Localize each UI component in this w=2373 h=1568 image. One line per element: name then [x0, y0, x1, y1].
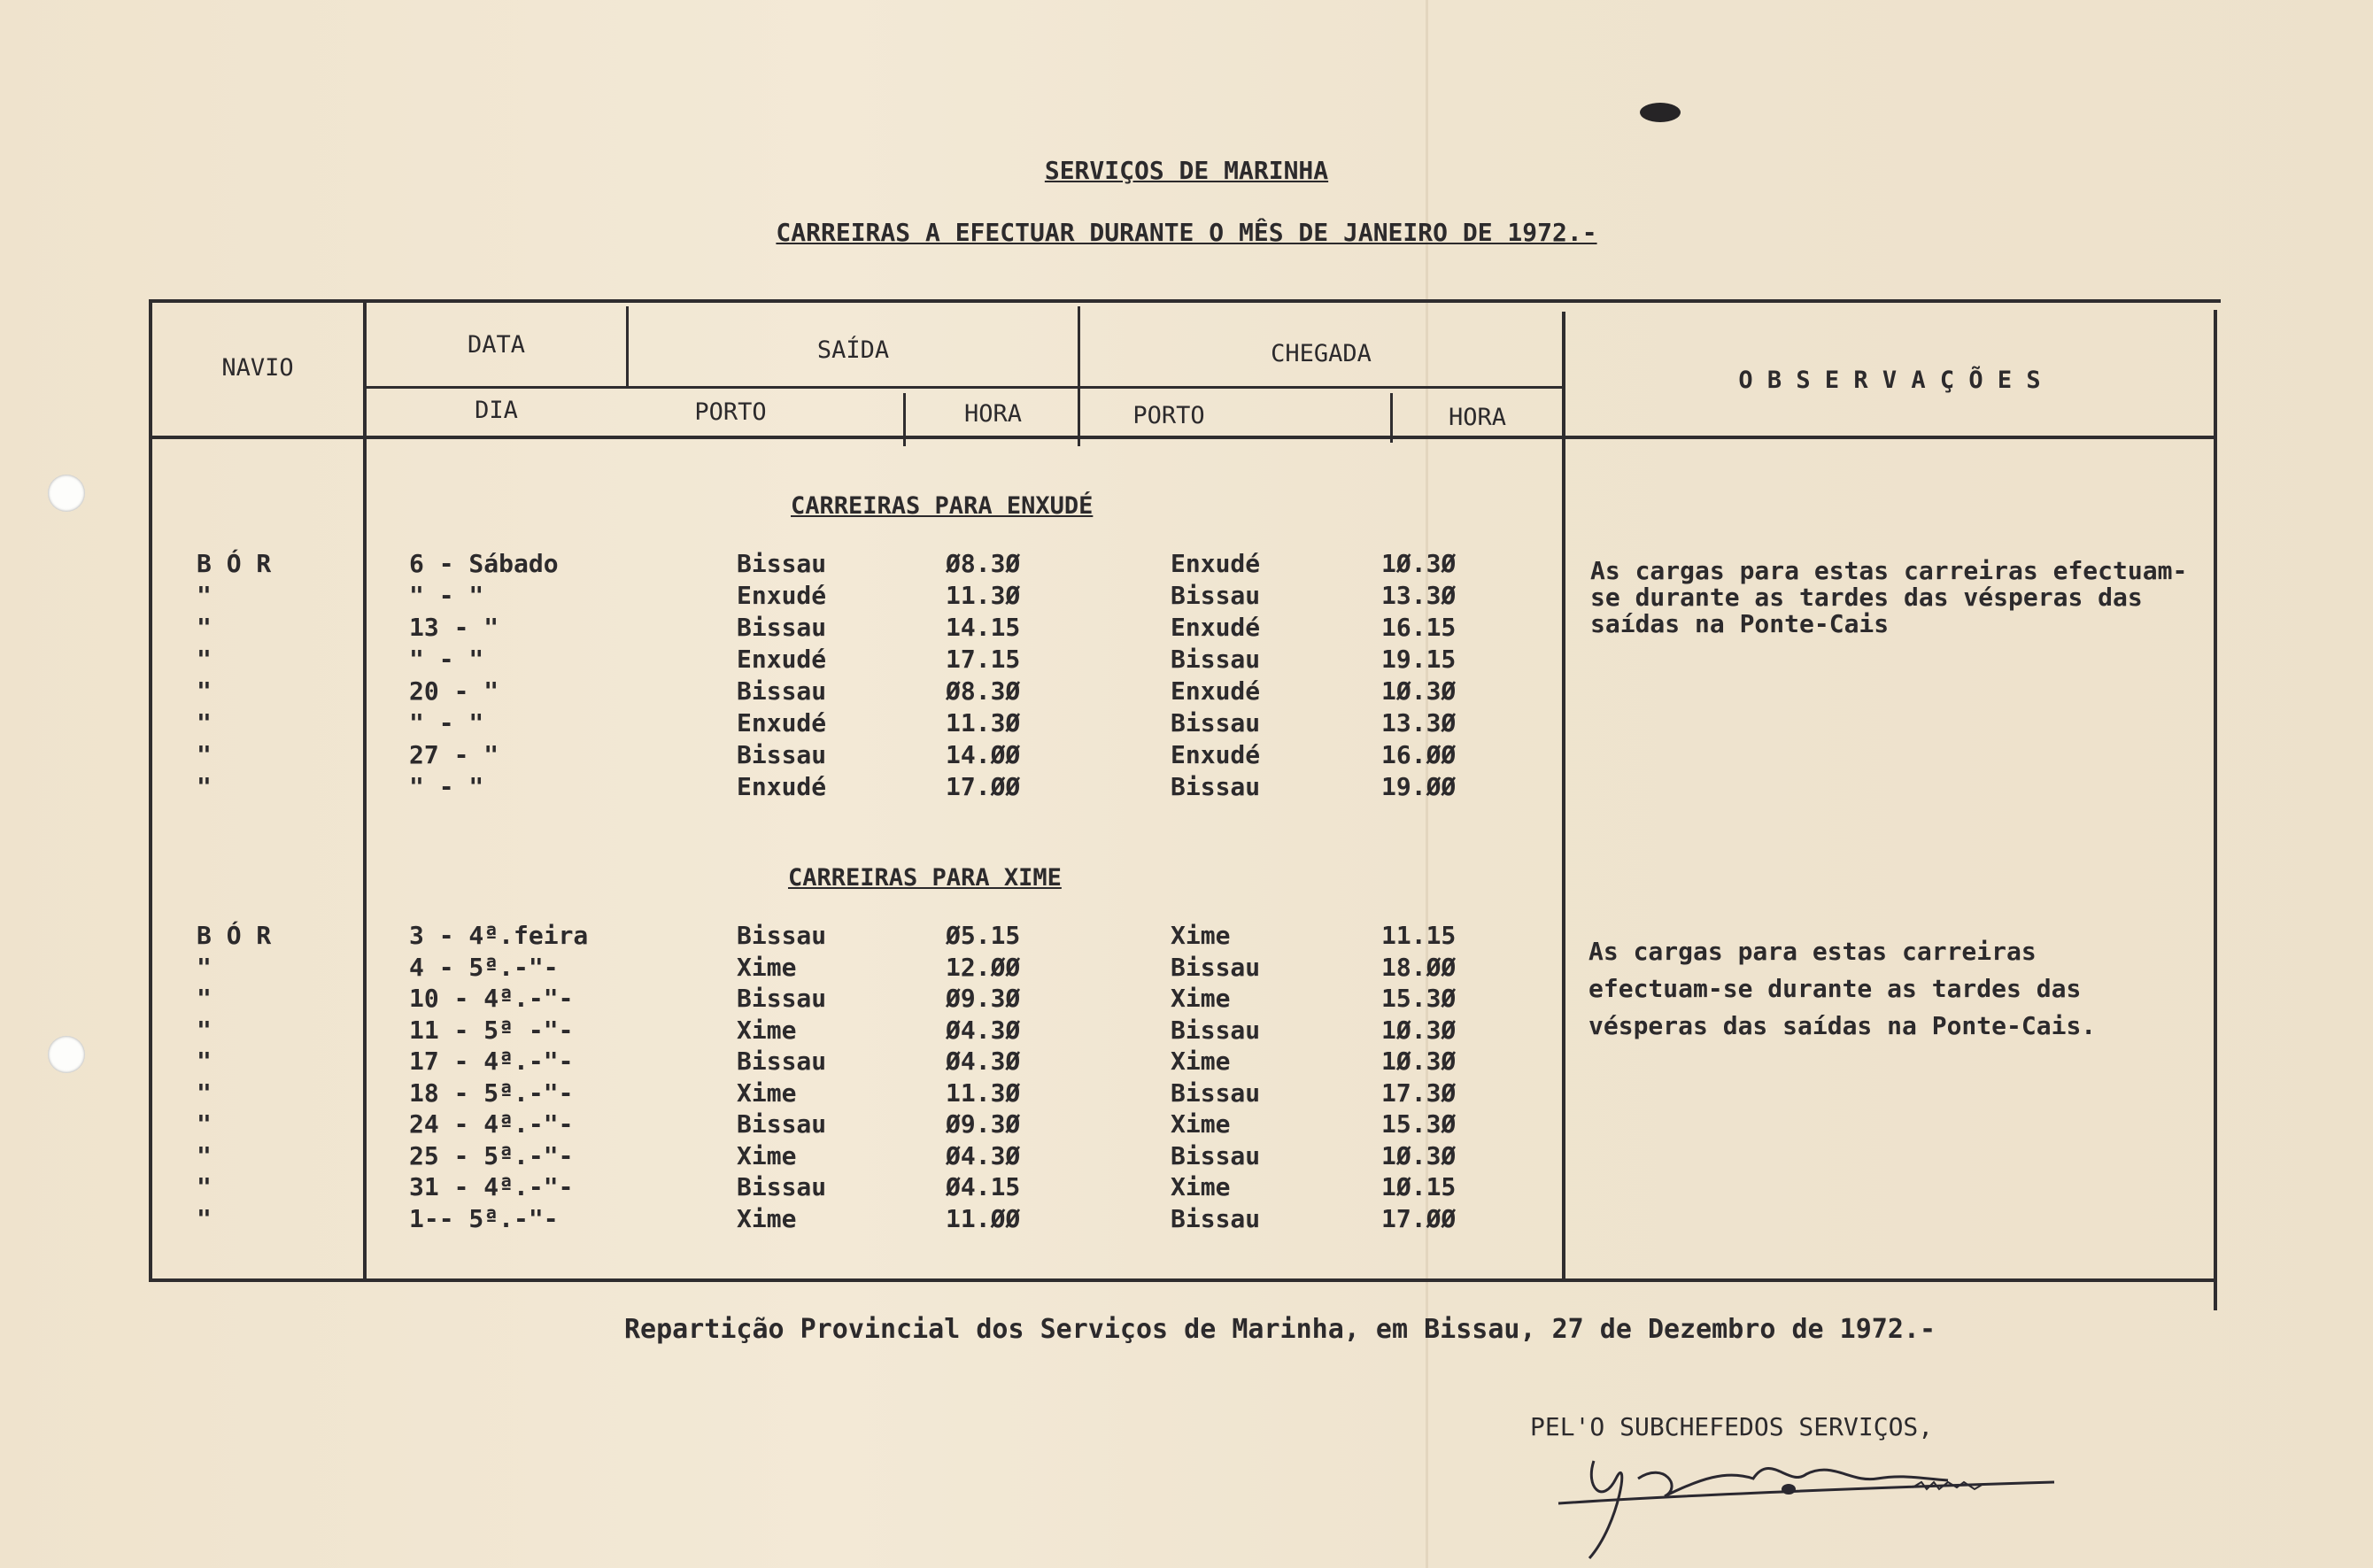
table-bottom-border: [149, 1278, 2215, 1282]
cell-chegada-hora: 18.ØØ: [1381, 952, 1457, 982]
table-left-border: [149, 299, 152, 1282]
col-divider-navio: [363, 299, 367, 1282]
cell-dia: 20 - ": [409, 676, 499, 706]
cell-dia: 3 - 4ª.feira: [409, 921, 589, 950]
header-dia: DIA: [475, 397, 518, 424]
footer-text: Repartição Provincial dos Serviços de Marinha, em Bissau, 27 de Dezembro de 1972.-: [624, 1314, 1936, 1345]
cell-chegada-hora: 17.3Ø: [1381, 1078, 1457, 1108]
cell-saida-hora: Ø4.3Ø: [946, 1047, 1021, 1076]
cell-chegada-porto: Enxudé: [1171, 740, 1261, 769]
cell-saida-porto: Xime: [737, 952, 797, 982]
cell-dia: 10 - 4ª.-"-: [409, 984, 574, 1013]
cell-saida-porto: Bissau: [737, 1172, 827, 1201]
cell-navio: ": [197, 1203, 212, 1233]
cell-navio: ": [197, 708, 212, 738]
cell-dia: 11 - 5ª -"-: [409, 1015, 574, 1045]
cell-dia: 27 - ": [409, 740, 499, 769]
handwritten-signature: [1532, 1425, 2081, 1567]
cell-navio: B Ó R: [197, 921, 272, 950]
header-saida: SAÍDA: [816, 336, 890, 364]
cell-saida-porto: Bissau: [737, 1047, 827, 1076]
cell-chegada-porto: Xime: [1171, 984, 1231, 1013]
cell-saida-hora: 14.ØØ: [946, 740, 1021, 769]
cell-saida-hora: 17.ØØ: [946, 772, 1021, 801]
cell-navio: ": [197, 952, 212, 982]
cell-navio: ": [197, 676, 212, 706]
cell-chegada-porto: Xime: [1171, 921, 1231, 950]
cell-dia: 25 - 5ª.-"-: [409, 1140, 574, 1170]
col-divider-observacoes: [1562, 312, 1565, 1282]
cell-saida-porto: Enxudé: [737, 581, 827, 610]
header-chegada: CHEGADA: [1271, 340, 1372, 367]
cell-chegada-porto: Bissau: [1171, 645, 1261, 674]
cell-dia: " - ": [409, 772, 484, 801]
cell-navio: ": [197, 1015, 212, 1045]
cell-saida-hora: 17.15: [946, 645, 1021, 674]
section-title-enxude: CARREIRAS PARA ENXUDÉ: [791, 492, 1094, 520]
section-title-xime: CARREIRAS PARA XIME: [788, 864, 1062, 892]
header-saida-porto: PORTO: [694, 398, 767, 426]
ink-blot: [1640, 103, 1681, 122]
cell-chegada-hora: 16.ØØ: [1381, 740, 1457, 769]
cell-saida-hora: Ø8.3Ø: [946, 549, 1021, 578]
cell-chegada-hora: 1Ø.3Ø: [1381, 1140, 1457, 1170]
cell-chegada-hora: 1Ø.3Ø: [1381, 549, 1457, 578]
cell-dia: 4 - 5ª.-"-: [409, 952, 559, 982]
cell-saida-porto: Bissau: [737, 921, 827, 950]
cell-dia: " - ": [409, 645, 484, 674]
cell-saida-porto: Xime: [737, 1203, 797, 1233]
cell-chegada-porto: Bissau: [1171, 708, 1261, 738]
header-saida-hora: HORA: [963, 400, 1023, 428]
cell-saida-porto: Enxudé: [737, 772, 827, 801]
cell-saida-hora: 14.15: [946, 613, 1021, 642]
punch-hole: [48, 1036, 85, 1073]
cell-navio: B Ó R: [197, 549, 272, 578]
cell-dia: 18 - 5ª.-"-: [409, 1078, 574, 1108]
cell-dia: " - ": [409, 708, 484, 738]
cell-saida-hora: Ø4.3Ø: [946, 1140, 1021, 1170]
cell-saida-hora: Ø8.3Ø: [946, 676, 1021, 706]
cell-navio: ": [197, 1140, 212, 1170]
cell-saida-porto: Bissau: [737, 740, 827, 769]
cell-saida-hora: 11.3Ø: [946, 581, 1021, 610]
cell-chegada-porto: Xime: [1171, 1172, 1231, 1201]
cell-saida-hora: 11.3Ø: [946, 1078, 1021, 1108]
cell-navio: ": [197, 1078, 212, 1108]
cell-dia: 31 - 4ª.-"-: [409, 1172, 574, 1201]
cell-chegada-porto: Xime: [1171, 1047, 1231, 1076]
cell-dia: 13 - ": [409, 613, 499, 642]
cell-saida-hora: Ø4.15: [946, 1172, 1021, 1201]
cell-chegada-hora: 17.ØØ: [1381, 1203, 1457, 1233]
document-subtitle: CARREIRAS A EFECTUAR DURANTE O MÊS DE JANEIRO DE 1972.-: [776, 218, 1597, 247]
cell-chegada-porto: Bissau: [1171, 581, 1261, 610]
header-chegada-porto: PORTO: [1132, 402, 1205, 429]
cell-dia: 6 - Sábado: [409, 549, 559, 578]
cell-saida-porto: Xime: [737, 1140, 797, 1170]
header-chegada-hora: HORA: [1448, 404, 1507, 431]
cell-navio: ": [197, 1109, 212, 1139]
observation-enxude: As cargas para estas carreiras efectuam-se durante as tardes das vésperas das saídas na Ponte-Cais: [1590, 556, 2188, 638]
cell-chegada-hora: 15.3Ø: [1381, 984, 1457, 1013]
cell-saida-hora: 12.ØØ: [946, 952, 1021, 982]
cell-chegada-hora: 1Ø.15: [1381, 1172, 1457, 1201]
header-bottom-rule: [152, 436, 2215, 439]
cell-chegada-porto: Bissau: [1171, 1078, 1261, 1108]
punch-hole: [48, 475, 85, 512]
cell-saida-porto: Enxudé: [737, 645, 827, 674]
cell-saida-porto: Bissau: [737, 613, 827, 642]
cell-chegada-hora: 16.15: [1381, 613, 1457, 642]
cell-saida-hora: Ø5.15: [946, 921, 1021, 950]
cell-saida-porto: Xime: [737, 1015, 797, 1045]
cell-chegada-porto: Xime: [1171, 1109, 1231, 1139]
observation-xime: As cargas para estas carreiras efectuam-se durante as tardes das vésperas das saídas na Ponte-Cais.: [1588, 937, 2097, 1040]
cell-chegada-hora: 1Ø.3Ø: [1381, 1015, 1457, 1045]
cell-chegada-porto: Enxudé: [1171, 549, 1261, 578]
cell-navio: ": [197, 613, 212, 642]
cell-dia: 17 - 4ª.-"-: [409, 1047, 574, 1076]
document-title: SERVIÇOS DE MARINHA: [1044, 156, 1329, 185]
cell-saida-porto: Bissau: [737, 549, 827, 578]
cell-saida-hora: Ø4.3Ø: [946, 1015, 1021, 1045]
cell-chegada-porto: Bissau: [1171, 772, 1261, 801]
cell-saida-hora: 11.3Ø: [946, 708, 1021, 738]
table-top-border: [151, 299, 2221, 303]
cell-saida-porto: Xime: [737, 1078, 797, 1108]
cell-chegada-hora: 1Ø.3Ø: [1381, 1047, 1457, 1076]
header-data: DATA: [467, 331, 526, 359]
cell-chegada-porto: Enxudé: [1171, 676, 1261, 706]
cell-navio: ": [197, 1047, 212, 1076]
cell-chegada-hora: 11.15: [1381, 921, 1457, 950]
cell-chegada-hora: 13.3Ø: [1381, 708, 1457, 738]
cell-navio: ": [197, 772, 212, 801]
cell-chegada-porto: Enxudé: [1171, 613, 1261, 642]
cell-chegada-porto: Bissau: [1171, 1015, 1261, 1045]
cell-saida-porto: Bissau: [737, 1109, 827, 1139]
header-navio: NAVIO: [221, 354, 294, 382]
cell-saida-hora: 11.ØØ: [946, 1203, 1021, 1233]
cell-saida-porto: Enxudé: [737, 708, 827, 738]
cell-dia: 1-- 5ª.-"-: [409, 1203, 559, 1233]
cell-navio: ": [197, 1172, 212, 1201]
cell-navio: ": [197, 645, 212, 674]
cell-dia: " - ": [409, 581, 484, 610]
cell-chegada-hora: 13.3Ø: [1381, 581, 1457, 610]
cell-navio: ": [197, 581, 212, 610]
cell-chegada-porto: Bissau: [1171, 1203, 1261, 1233]
cell-chegada-hora: 15.3Ø: [1381, 1109, 1457, 1139]
cell-navio: ": [197, 984, 212, 1013]
cell-saida-hora: Ø9.3Ø: [946, 1109, 1021, 1139]
header-observacoes: O B S E R V A Ç Õ E S: [1738, 367, 2041, 394]
table-right-border: [2214, 310, 2217, 1310]
cell-chegada-porto: Bissau: [1171, 1140, 1261, 1170]
signature-label: PEL'O SUBCHEFEDOS SERVIÇOS,: [1530, 1412, 1934, 1441]
cell-saida-porto: Bissau: [737, 984, 827, 1013]
cell-chegada-hora: 19.ØØ: [1381, 772, 1457, 801]
cell-chegada-hora: 19.15: [1381, 645, 1457, 674]
cell-saida-porto: Bissau: [737, 676, 827, 706]
cell-chegada-hora: 1Ø.3Ø: [1381, 676, 1457, 706]
cell-dia: 24 - 4ª.-"-: [409, 1109, 574, 1139]
cell-saida-hora: Ø9.3Ø: [946, 984, 1021, 1013]
cell-chegada-porto: Bissau: [1171, 952, 1261, 982]
cell-navio: ": [197, 740, 212, 769]
header-mid-rule: [363, 386, 1564, 389]
